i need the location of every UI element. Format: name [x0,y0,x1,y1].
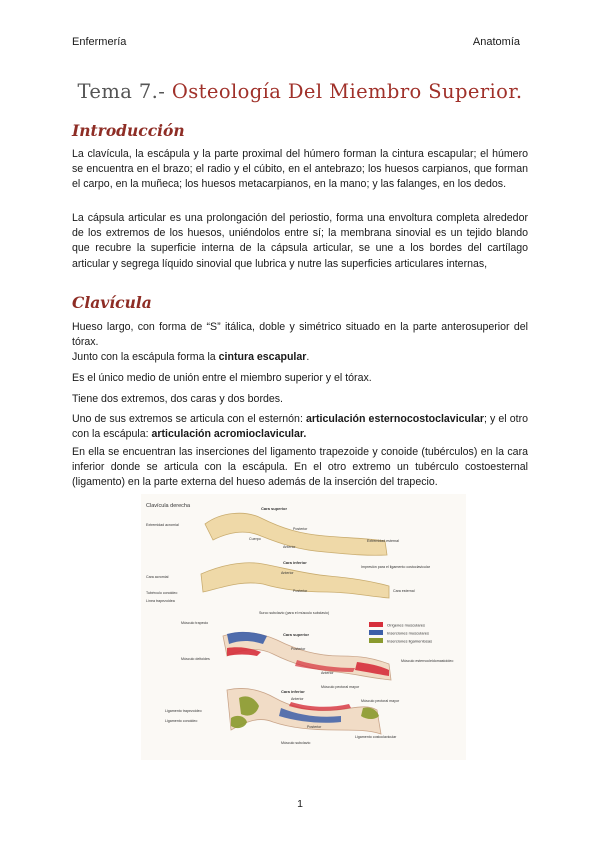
view1-label: Anterior [283,545,296,549]
view3-label: Anterior [321,671,334,675]
view2-label: Posterior [293,589,308,593]
intro-paragraph-2: La cápsula articular es una prolongación del periostio, forma una envoltura completa alrededor de los extremos de los huesos, uniéndolos entre sí; la membrana sinovial es un tejido blando que recubre la superficie interna de la cápsula articular, se une a los bordes del cartílago articular y segrega líquido sinovial que lubrica y nutre las superficies articulares internas, [72,212,528,270]
intro-heading: Introducción [72,121,185,140]
view3-label: Músculo deltoides [181,657,210,661]
view4-label: Posterior [307,725,322,729]
view3-label: Músculo esternocleidomastoideo [401,659,454,663]
view1-label: Posterior [293,527,308,531]
view2-label: Surco subclavio (para el músculo subclavio) [259,611,330,615]
term-cintura-escapular: cintura escapular [218,351,307,363]
clavicle-view-superior [205,513,387,555]
view2-label: Cara esternal [393,589,415,593]
header-course: Anatomía [472,36,520,48]
term-esternocostoclavicular: articulación esternocostoclavicular [306,413,484,425]
clavicle-paragraph-5: Uno de sus extremos se articula con el esternón: articulación esternocostoclavicular; y el otro con la escápula: articulación acromioclavicular. [72,413,529,441]
legend-label: Inserciones musculares [387,630,430,636]
view1-label: Extremidad esternal [367,539,399,543]
view2-label: Tubérculo conoideo [146,591,178,595]
view2-label: Cara acromial [146,575,169,579]
view2-title: Cara inferior [283,560,307,565]
page-number: 1 [297,798,303,810]
term-acromioclavicular: articulación acromioclavicular. [151,428,307,441]
title-text: Osteología Del Miembro Superior. [171,80,523,103]
legend-label: Orígenes musculares [387,622,426,628]
clavicle-paragraph-3: Es el único medio de unión entre el miembro superior y el tórax. [72,372,372,384]
view4-label: Músculo pectoral mayor [361,699,400,703]
header-subject: Enfermería [72,36,127,48]
clavicle-heading: Clavícula [72,293,152,312]
view3-label: Músculo trapecio [181,621,209,625]
view2-label: Impresión para el ligamento costoclavicular [361,565,430,569]
view3-label: Músculo pectoral mayor [321,685,360,689]
clavicle-paragraph-4: Tiene dos extremos, dos caras y dos bordes. [72,393,283,405]
view4-title: Cara inferior [281,689,305,694]
clavicle-paragraph-2: Junto con la escápula forma la cintura escapular. [72,351,310,363]
view2-label: Anterior [281,571,294,575]
view4-label: Anterior [291,697,304,701]
legend-label: Inserciones ligamentosas [387,638,433,644]
view2-label: Línea trapezoidea [146,599,175,603]
view4-label: Ligamento trapezoideo [165,709,202,713]
clavicle-figure [141,494,466,760]
legend-swatch-insertions [369,630,383,635]
view3-label: Posterior [291,647,306,651]
view4-label: Ligamento costoclavicular [355,735,397,739]
clavicle-paragraph-6: En ella se encuentran las inserciones del ligamento trapezoide y conoide (tubérculos) en la cara inferior donde se articula con la escápula. En el otro extremo un tubérculo costoesternal (ligamento) en la parte externa del hueso además de la inserción del trapecio. [72,446,528,489]
view4-label: Ligamento conoideo [165,719,198,723]
view4-label: Músculo subclavio [281,741,311,745]
clavicle-paragraph-1: Hueso largo, con forma de “S” itálica, doble y simétrico situado en la parte anterosuperior del tórax. [72,321,528,349]
view1-title: Cara superior [261,506,288,511]
view1-label: Extremidad acromial [146,523,179,527]
page-title [0,80,600,103]
intro-paragraph-1: La clavícula, la escápula y la parte proximal del húmero forman la cintura escapular; el húmero se encuentra en el brazo; el radio y el cúbito, en el antebrazo; los huesos carpianos, que forman el carpo, en la muñeca; los huesos metacarpianos, en la mano; y las falanges, en los dedos. [72,148,528,191]
view1-label: Cuerpo [249,537,261,541]
legend-swatch-ligaments [369,638,383,643]
legend-swatch-origins [369,622,383,627]
clavicle-illustration [141,494,466,760]
view3-title: Cara superior [283,632,310,637]
figure-title: Clavícula derecha [146,503,191,509]
title-number: Tema 7.- [77,80,166,103]
